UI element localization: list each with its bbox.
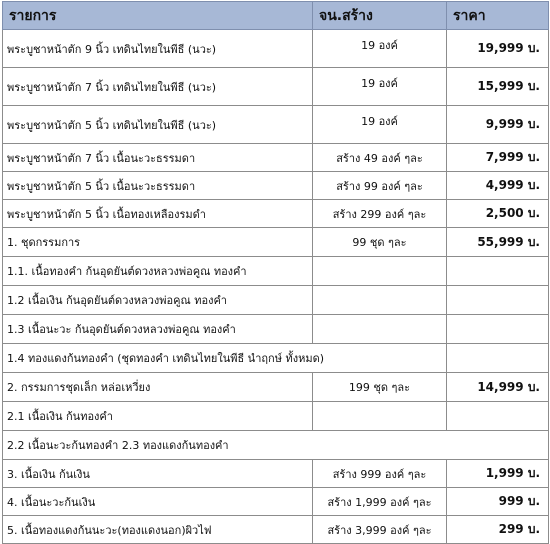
row-item: 1.4 ทองแดงก้นทองคำ (ชุดทองคำ เทดินไทยในพีธี นำฤกษ์ ทั้งหมด) xyxy=(3,344,447,373)
row-qty: 99 ชุด ๆละ xyxy=(313,228,447,257)
table-row xyxy=(3,373,549,402)
row-item: 1.1. เนื้อทองคำ ก้นอุดยันต์ดวงหลวงพ่อคูณ ทองคำ xyxy=(3,257,313,286)
row-price xyxy=(447,315,549,344)
header-quantity: จน.สร้าง xyxy=(313,2,447,30)
row-price: 4,999 บ. xyxy=(447,172,549,200)
row-price: 999 บ. xyxy=(447,488,549,516)
row-price: 9,999 บ. xyxy=(447,106,549,144)
row-qty: สร้าง 999 องค์ ๆละ xyxy=(313,460,447,488)
row-price xyxy=(447,257,549,286)
row-qty: สร้าง 299 องค์ ๆละ xyxy=(313,200,447,228)
header-price: ราคา xyxy=(447,2,549,30)
row-price: 7,999 บ. xyxy=(447,144,549,172)
table-row xyxy=(3,30,549,68)
table-row xyxy=(3,144,549,172)
row-price: 55,999 บ. xyxy=(447,228,549,257)
row-item: 3. เนื้อเงิน ก้นเงิน xyxy=(3,460,313,488)
row-qty xyxy=(313,315,447,344)
row-item: 2.2 เนื้อนะวะก้นทองคำ 2.3 ทองแดงก้นทองคำ xyxy=(3,431,549,460)
row-price xyxy=(447,344,549,373)
table-row xyxy=(3,460,549,488)
table-row xyxy=(3,106,549,144)
header-row xyxy=(3,2,549,30)
row-price: 15,999 บ. xyxy=(447,68,549,106)
table-row xyxy=(3,286,549,315)
row-item: พระบูชาหน้าตัก 7 นิ้ว เนื้อนะวะธรรมดา xyxy=(3,144,313,172)
table-row xyxy=(3,488,549,516)
table-row xyxy=(3,516,549,544)
row-qty xyxy=(313,286,447,315)
row-item: 5. เนื้อทองแดงก้นนะวะ(ทองแดงนอก)ผิวไฟ xyxy=(3,516,313,544)
row-qty: สร้าง 99 องค์ ๆละ xyxy=(313,172,447,200)
row-item: 2.1 เนื้อเงิน ก้นทองคำ xyxy=(3,402,313,431)
price-table xyxy=(2,1,549,544)
row-item: พระบูชาหน้าตัก 5 นิ้ว เนื้อทองเหลืองรมดำ xyxy=(3,200,313,228)
row-qty: 19 องค์ xyxy=(313,68,447,106)
row-item: พระบูชาหน้าตัก 5 นิ้ว เทดินไทยในพีธี (นวะ) xyxy=(3,106,313,144)
row-price xyxy=(447,286,549,315)
table-row xyxy=(3,228,549,257)
row-qty: 19 องค์ xyxy=(313,30,447,68)
header-item: รายการ xyxy=(3,2,313,30)
row-item: 1.3 เนื้อนะวะ ก้นอุดยันต์ดวงหลวงพ่อคูณ ทองคำ xyxy=(3,315,313,344)
row-item: 4. เนื้อนะวะก้นเงิน xyxy=(3,488,313,516)
row-qty: สร้าง 1,999 องค์ ๆละ xyxy=(313,488,447,516)
row-item: พระบูชาหน้าตัก 7 นิ้ว เทดินไทยในพีธี (นวะ) xyxy=(3,68,313,106)
row-qty xyxy=(313,257,447,286)
table-row xyxy=(3,68,549,106)
row-price: 299 บ. xyxy=(447,516,549,544)
row-item: พระบูชาหน้าตัก 5 นิ้ว เนื้อนะวะธรรมดา xyxy=(3,172,313,200)
row-qty: 19 องค์ xyxy=(313,106,447,144)
row-item: 1.2 เนื้อเงิน ก้นอุดยันต์ดวงหลวงพ่อคูณ ทองคำ xyxy=(3,286,313,315)
table-row xyxy=(3,344,549,373)
table-row xyxy=(3,431,549,460)
row-price: 14,999 บ. xyxy=(447,373,549,402)
table-row xyxy=(3,402,549,431)
row-item: พระบูชาหน้าตัก 9 นิ้ว เทดินไทยในพีธี (นวะ) xyxy=(3,30,313,68)
row-qty: สร้าง 3,999 องค์ ๆละ xyxy=(313,516,447,544)
row-price: 19,999 บ. xyxy=(447,30,549,68)
row-price xyxy=(447,402,549,431)
table-row xyxy=(3,257,549,286)
row-qty xyxy=(313,402,447,431)
table-row xyxy=(3,315,549,344)
row-qty: สร้าง 49 องค์ ๆละ xyxy=(313,144,447,172)
row-item: 2. กรรมการชุดเล็ก หล่อเหวี่ยง xyxy=(3,373,313,402)
row-qty: 199 ชุด ๆละ xyxy=(313,373,447,402)
table-row xyxy=(3,200,549,228)
table-row xyxy=(3,172,549,200)
row-item: 1. ชุดกรรมการ xyxy=(3,228,313,257)
row-price: 1,999 บ. xyxy=(447,460,549,488)
row-price: 2,500 บ. xyxy=(447,200,549,228)
